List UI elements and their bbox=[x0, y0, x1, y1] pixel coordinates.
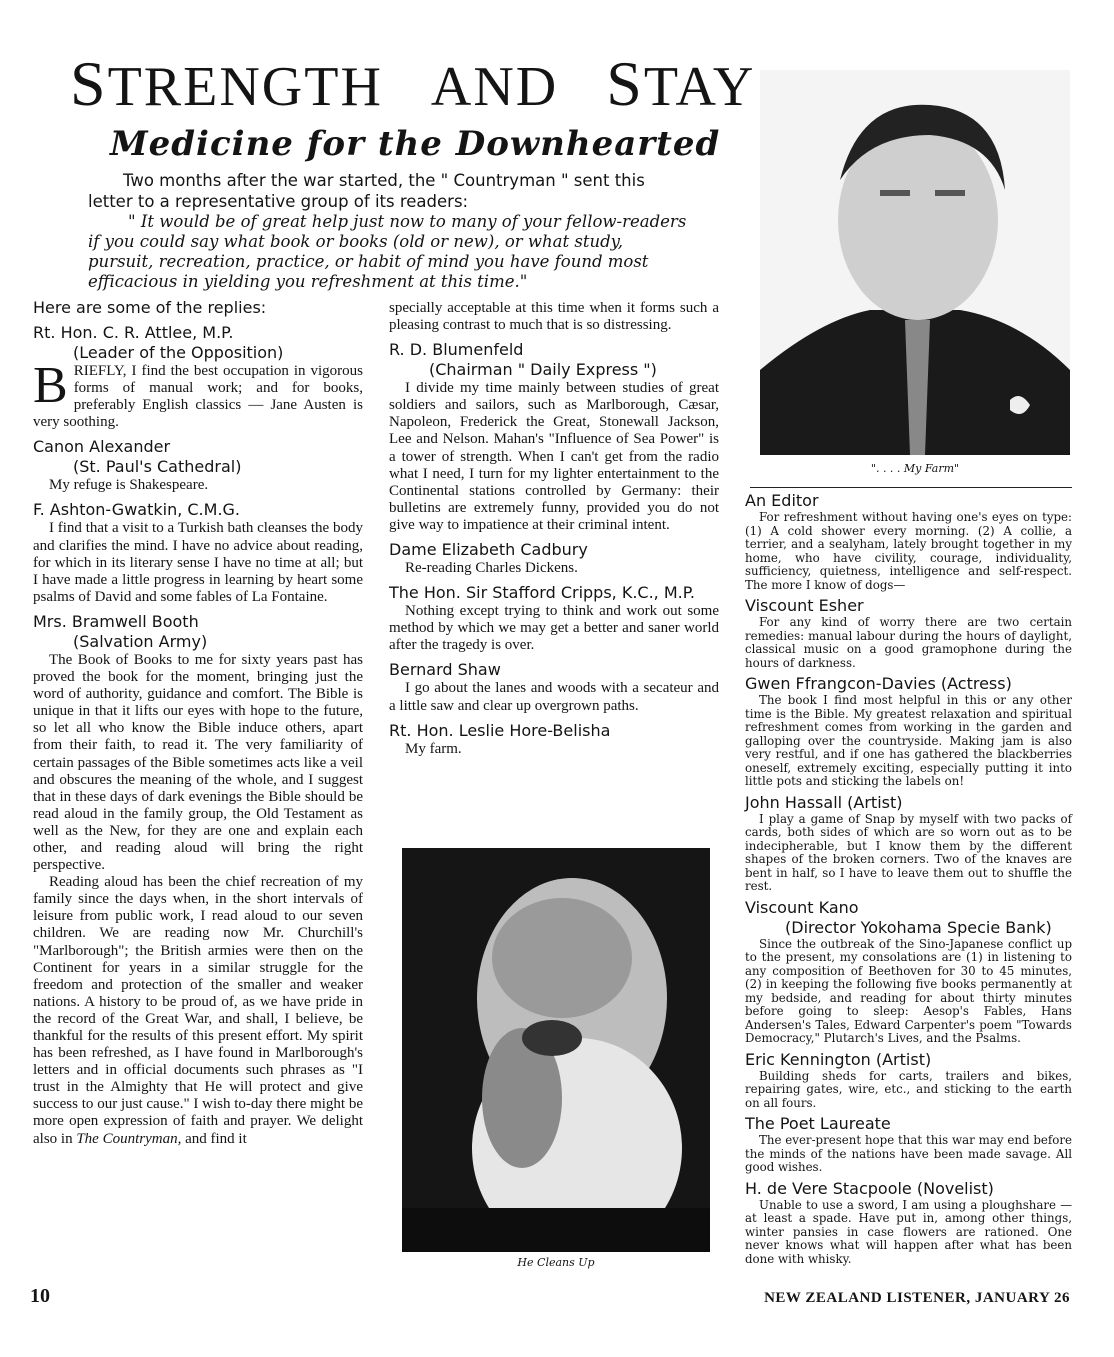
alexander-role: (St. Paul's Cathedral) bbox=[73, 457, 242, 477]
belisha-photo-caption: ". . . . My Farm" bbox=[870, 462, 960, 475]
cadbury-reply: Re-reading Charles Dickens. bbox=[405, 560, 578, 577]
cadbury-name: Dame Elizabeth Cadbury bbox=[389, 540, 588, 560]
belisha-reply: My farm. bbox=[405, 740, 462, 757]
stacpoole-name: H. de Vere Stacpoole (Novelist) bbox=[745, 1178, 994, 1198]
cripps-reply: Nothing except trying to think and work out some method by which we may get a better and saner world after the tragedy is over. bbox=[389, 603, 719, 654]
gwatkin-name: F. Ashton-Gwatkin, C.M.G. bbox=[33, 500, 241, 520]
shaw-name: Bernard Shaw bbox=[389, 660, 501, 680]
laureate-reply: The ever-present hope that this war may end before the minds of the nations have been made savage. All good wishes. bbox=[745, 1133, 1072, 1174]
kano-role: (Director Yokohama Specie Bank) bbox=[785, 917, 1052, 937]
column-1 bbox=[33, 298, 363, 1148]
attlee-name: Rt. Hon. C. R. Attlee, M.P. bbox=[33, 323, 234, 342]
shaw-photo bbox=[402, 848, 710, 1252]
booth-reply-p1: The Book of Books to me for sixty years past has proved the book for the moment, bringing just the word of authority, guidance and comfort. The Bible is unique in that it lifts our eyes with hope to the future, so let all who know the Bible induce others, apart from their faith, to read it. The very familiarity of certain passages of the Bible sometimes acts like a veil and obscures the meaning of the whole, and I suggest that in these days of dark evenings the Bible should be read aloud in the family group, the Old Testament as well as the New, for they are one and explain each other, and reading aloud will bring the right perspective. bbox=[33, 651, 363, 874]
alexander-reply: My refuge is Shakespeare. bbox=[49, 477, 209, 494]
blumenfeld-role: (Chairman " Daily Express ") bbox=[429, 360, 657, 380]
page-number: 10 bbox=[30, 1285, 50, 1307]
attlee-reply: BRIEFLY, I find the best occupation in vigorous forms of manual work; and for books, preferably English classics — Jane Austen is very soothing. bbox=[33, 357, 363, 431]
davies-reply: The book I find most helpful in this or any other time is the Bible. My greatest relaxation and spiritual refreshment comes from working in the garden and galloping over the countryside. Making jam is also very restful, and if one has gathered the blackberries oneself, extremely exciting, especially putting it into little pots and sticking the labels on! bbox=[745, 693, 1072, 788]
stacpoole-reply: Unable to use a sword, I am using a ploughshare —at least a spade. Have put in, among other things, winter pansies in case flowers are rationed. One never knows what will happen after what has been done with whisky. bbox=[745, 1197, 1072, 1266]
column-2 bbox=[389, 300, 719, 758]
booth-reply-p2: Reading aloud has been the chief recreation of my family since the days when, in the short intervals of leisure from public work, I read aloud to our seven children. We are reading now Mr. Churchill's "Marlborough"; the British armies were then on the Continent for years in a similar struggle for the freedom and protection of the smaller and weaker nations. A history to be proud of, as we have pride in the record of the Great War, and shall, I believe, be thankful for the results of this present effort. My spirit has been refreshed, as I have found in Marlborough's letters and in official documents such phrases as "I trust in the Almighty that He will protect and give success to our just cause." I wish to-day there might be more open expression of faith and prayer. We delight also in The Countryman, and find it bbox=[33, 874, 363, 1147]
intro-quote: " It would be of great help just now to many of your fellow-readers if you could say what book or books (old or new), or what study, pursuit, recreation, practice, or habit of mind you have found most efficacious in yielding you refreshment at this time." bbox=[88, 212, 687, 291]
esher-name: Viscount Esher bbox=[745, 596, 864, 615]
blumenfeld-reply: I divide my time mainly between studies of great soldiers and sailors, such as Marlborough, Cæsar, Napoleon, Frederick the Great, Stonewall Jackson, Lee and Nelson. Mahan's "Influence of Sea Power" is a tower of strength. When I can't get from the radio what I need, I turn for my lighter entertainment to the Continental stations controlled by Germany: their bulletins are extremely funny, provided you do not give way to impatience at their criminal intent. bbox=[389, 380, 719, 533]
kano-name: Viscount Kano bbox=[745, 897, 859, 917]
booth-role: (Salvation Army) bbox=[73, 631, 208, 651]
kennington-reply: Building sheds for carts, trailers and bikes, repairing gates, wire, etc., and sticking to the earth on all fours. bbox=[745, 1068, 1072, 1110]
editor-name: An Editor bbox=[745, 491, 819, 510]
belisha-name: Rt. Hon. Leslie Hore-Belisha bbox=[389, 720, 611, 740]
alexander-name: Canon Alexander bbox=[33, 437, 171, 457]
page-title: STRENGTH AND STAY bbox=[70, 48, 756, 119]
intro-lead: Two months after the war started, the " Countryman " sent this letter to a representative group of its readers: bbox=[88, 171, 645, 211]
booth-name: Mrs. Bramwell Booth bbox=[33, 611, 199, 631]
shaw-reply: I go about the lanes and woods with a secateur and a little saw and clear up overgrown paths. bbox=[389, 680, 719, 714]
blumenfeld-name: R. D. Blumenfeld bbox=[389, 340, 524, 360]
belisha-portrait-image bbox=[760, 70, 1070, 455]
attlee-role: (Leader of the Opposition) bbox=[73, 343, 284, 362]
esher-reply: For any kind of worry there are two certain remedies: manual labour during the hours of daylight, classical music on a good gramophone during the hours of darkness. bbox=[745, 615, 1072, 670]
kennington-name: Eric Kennington (Artist) bbox=[745, 1049, 932, 1069]
booth-reply-cont: specially acceptable at this time when it forms such a pleasing contrast to much that is so distressing. bbox=[389, 300, 719, 334]
gwatkin-reply: I find that a visit to a Turkish bath cleanses the body and clarifies the mind. I have no advice about reading, for which in its literary sense I have no time at all; but I have made a little progress in learning by heart some psalms of David and some fables of La Fontaine. bbox=[33, 520, 363, 605]
column-3 bbox=[745, 491, 1072, 1266]
cripps-name: The Hon. Sir Stafford Cripps, K.C., M.P. bbox=[389, 583, 695, 603]
shaw-photo-caption: He Cleans Up bbox=[517, 1256, 595, 1269]
publication-footer: NEW ZEALAND LISTENER, JANUARY 26 bbox=[764, 1290, 1070, 1306]
hassall-name: John Hassall (Artist) bbox=[745, 792, 903, 812]
shaw-portrait-image bbox=[402, 848, 710, 1252]
drop-cap: B bbox=[33, 357, 68, 414]
belisha-photo bbox=[760, 70, 1070, 455]
page-subtitle: Medicine for the Downhearted bbox=[110, 124, 721, 164]
davies-name: Gwen Ffrangcon-Davies (Actress) bbox=[745, 674, 1012, 693]
kano-reply: Since the outbreak of the Sino-Japanese conflict up to the present, my consolations are (1) in listening to any composition of Beethoven for 30 to 45 minutes, (2) in keeping the following five books permanently at my bedside, and reading for about thirty minutes before going to sleep: Aesop's Fables, Hans Andersen's Tales, Edward Carpenter's poem "Towards Democracy," Plutarch's Lives, and the Psalms. bbox=[745, 936, 1072, 1045]
editor-reply: For refreshment without having one's eyes on type: (1) A cold shower every morning. (2) A collie, a terrier, and a sealyham, lately brought together in my home, who have civility, courage, individuality, sufficiency, quietness, intelligence and self-respect. The more I know of dogs— bbox=[745, 510, 1072, 592]
replies-heading: Here are some of the replies: bbox=[33, 298, 267, 317]
divider bbox=[750, 487, 1072, 488]
hassall-reply: I play a game of Snap by myself with two packs of cards, both sides of which are so worn out as to be indecipherable, but I know them by the different shapes of the broken corners. Two of the knaves are bent in half, so I have to leave them out to shuffle the rest. bbox=[745, 811, 1072, 893]
intro-block bbox=[88, 170, 688, 292]
laureate-name: The Poet Laureate bbox=[745, 1114, 891, 1133]
